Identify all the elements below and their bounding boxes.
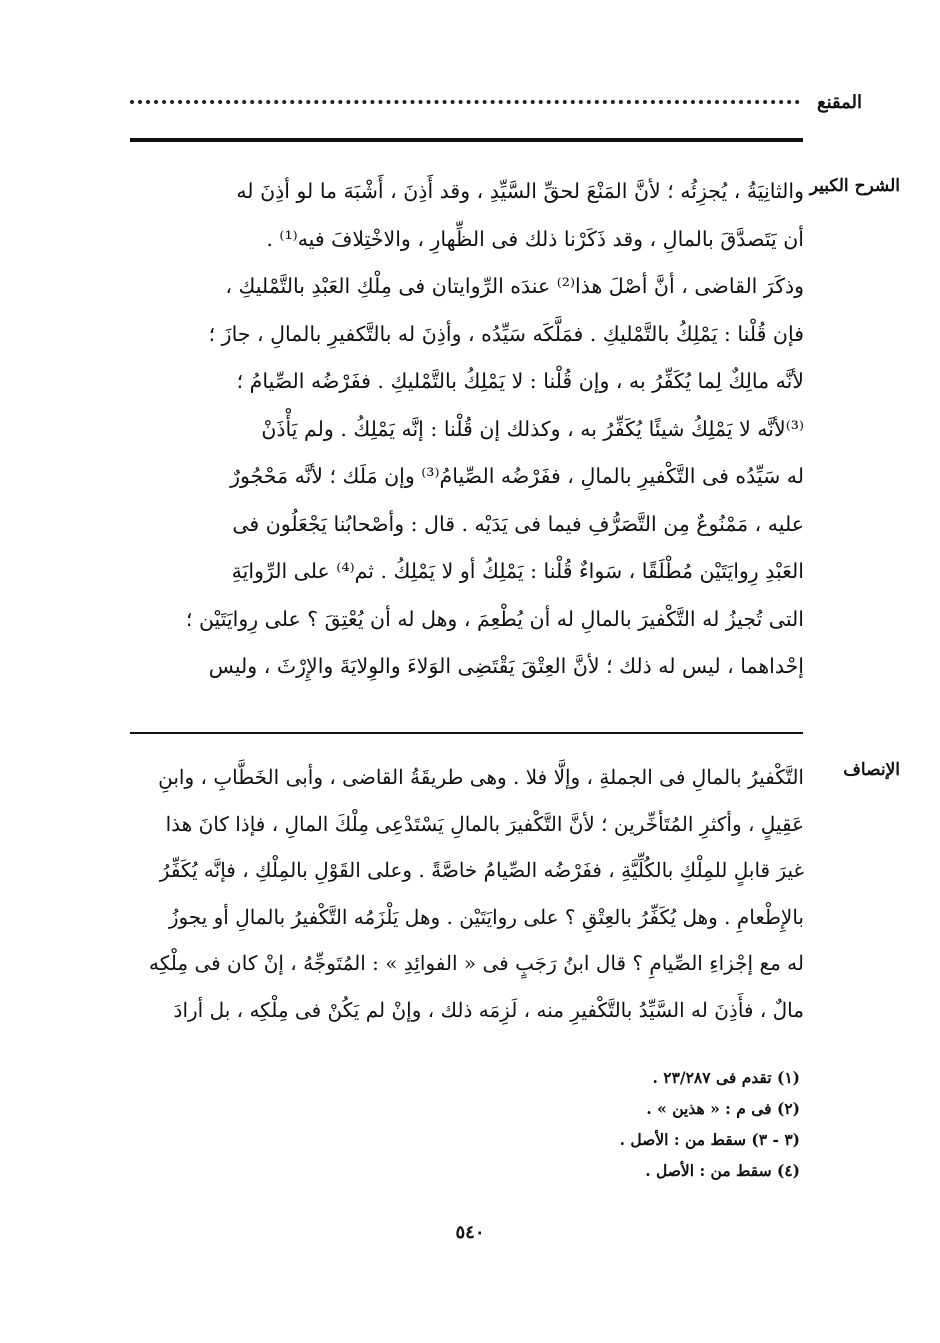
header-solid-rule — [130, 138, 803, 142]
main-text-block — [128, 168, 804, 691]
main-text-line: ⁽³⁾لأنَّه لا يَمْلِكُ شيئًا يُكَفِّرُ به ، وكذلك إن قُلْنا : إنَّه يَمْلِكُ . ولم يَأْذَنْ — [261, 416, 804, 441]
main-text-line: إحْداهما ، ليس له ذلك ؛ لأنَّ العِتْقَ يَقْتَضِى الوَلاءَ والوِلايَةَ والإِرْثَ ، وليس — [208, 654, 804, 678]
footnote: (١) تقدم فى ٢٣/٢٨٧ . — [652, 1068, 800, 1087]
main-text-line: عليه ، مَمْنُوعٌ مِن التَّصَرُّفِ فيما فى يَدَيْه . قال : وأصْحابُنا يَجْعَلُون فى — [232, 511, 804, 536]
insaf-text-line: مالٌ ، فأَذِنَ له السَّيِّدُ بالتَّكْفيرِ منه ، لَزِمَه ذلك ، وإنْ لم يَكُنْ فى مِلْكِه ، بل أرادَ — [173, 997, 804, 1022]
main-section-label: الشرح الكبير — [809, 176, 900, 196]
footnote: (٣ - ٣) سقط من : الأصل . — [619, 1130, 800, 1149]
footnotes — [380, 1062, 800, 1186]
footnote: (٢) فى م : « هذين » . — [646, 1099, 800, 1118]
insaf-text-block — [128, 754, 804, 1033]
insaf-text-line: التَّكْفيرُ بالمالِ فى الجملةِ ، وإلَّا فلا . وهى طريقَةُ القاضى ، وأبى الخَطَّابِ ، وابنِ — [158, 765, 804, 789]
book-title: المقنع — [816, 92, 862, 113]
main-text-line: فإن قُلْنا : يَمْلِكُ بالتَّمْليكِ . فمَلَّكَه سَيِّدُه ، وأذِنَ له بالتَّكفيرِ بالمالِ ، جازَ ؛ — [208, 321, 804, 346]
main-text-line: التى تُجيزُ له التَّكْفيرَ بالمالِ له أن يُطْعِمَ ، وهل له أن يُعْتِقَ ؟ على رِوايَتَيْن ؛ — [185, 606, 804, 631]
main-text-line: والثانِيَةُ ، يُجزِئُه ؛ لأنَّ المَنْعَ لحقِّ السَّيِّدِ ، وقد أَذِنَ ، أَشْبَهَ ما لو أذِنَ له — [236, 179, 804, 203]
insaf-text-line: عَقِيلٍ ، وأكثرِ المُتَأخِّرين ؛ لأنَّ التَّكْفيرَ بالمالِ يَسْتَدْعِى مِلْكَ المالِ ، فإذا كانَ هذا — [165, 811, 804, 836]
main-text-line: له سَيِّدُه فى التَّكْفيرِ بالمالِ ، ففَرْضُه الصِّيامُ⁽³⁾ وإن مَلَك ؛ لأنَّه مَحْجُورٌ — [230, 464, 804, 488]
main-text-line: وذكَرَ القاضى ، أنَّ أصْلَ هذا⁽²⁾ عندَه الرِّوايتان فى مِلْكِ العَبْدِ بالتَّمْليكِ ، — [225, 274, 804, 298]
insaf-text-line: بالإِطْعامِ . وهل يُكَفِّرُ بالعِتْقِ ؟ على روايَتَيْن . وهل يَلْزَمُه التَّكْفيرُ بالمالِ أو يجوزُ — [168, 904, 804, 929]
main-text-line: لأنَّه مالِكٌ لِما يُكَفِّرُ به ، وإن قُلْنا : لا يَمْلِكُ بالتَّمْليكِ . ففَرْضُه الصِّيامُ ؛ — [236, 369, 804, 393]
insaf-section-label: الإنصاف — [843, 760, 900, 780]
main-text-line: العَبْدِ رِوايَتَيْن مُطْلَقًا ، سَواءٌ قُلْنا : يَمْلِكُ أو لا يَمْلِكُ . ثم⁽⁴⁾ على الرِّوايَةِ — [231, 559, 804, 583]
header-dotted-rule — [130, 100, 800, 104]
section-divider — [130, 732, 803, 734]
footnote: (٤) سقط من : الأصل . — [645, 1161, 800, 1180]
insaf-text-line: له مع إجْزاءِ الصِّيامِ ؟ قال ابنُ رَجَبٍ فى « الفوائِدِ » : المُتَوجِّهُ ، إنْ كان فى مِلْكِه — [149, 951, 804, 975]
page-number: ٥٤٠ — [455, 1222, 485, 1243]
main-text-line: أن يَتَصدَّقَ بالمالِ ، وقد ذَكَرْنا ذلك فى الظِّهارِ ، والاخْتِلافَ فيه⁽¹⁾ . — [266, 226, 804, 251]
insaf-text-line: غيرَ قابلٍ للمِلْكِ بالكُلِّيَّةِ ، ففَرْضُه الصِّيامُ خاصَّةً . وعلى القَوْلِ بالمِلْكِ ، فإنَّه يُكَفِّرُ — [159, 858, 804, 882]
